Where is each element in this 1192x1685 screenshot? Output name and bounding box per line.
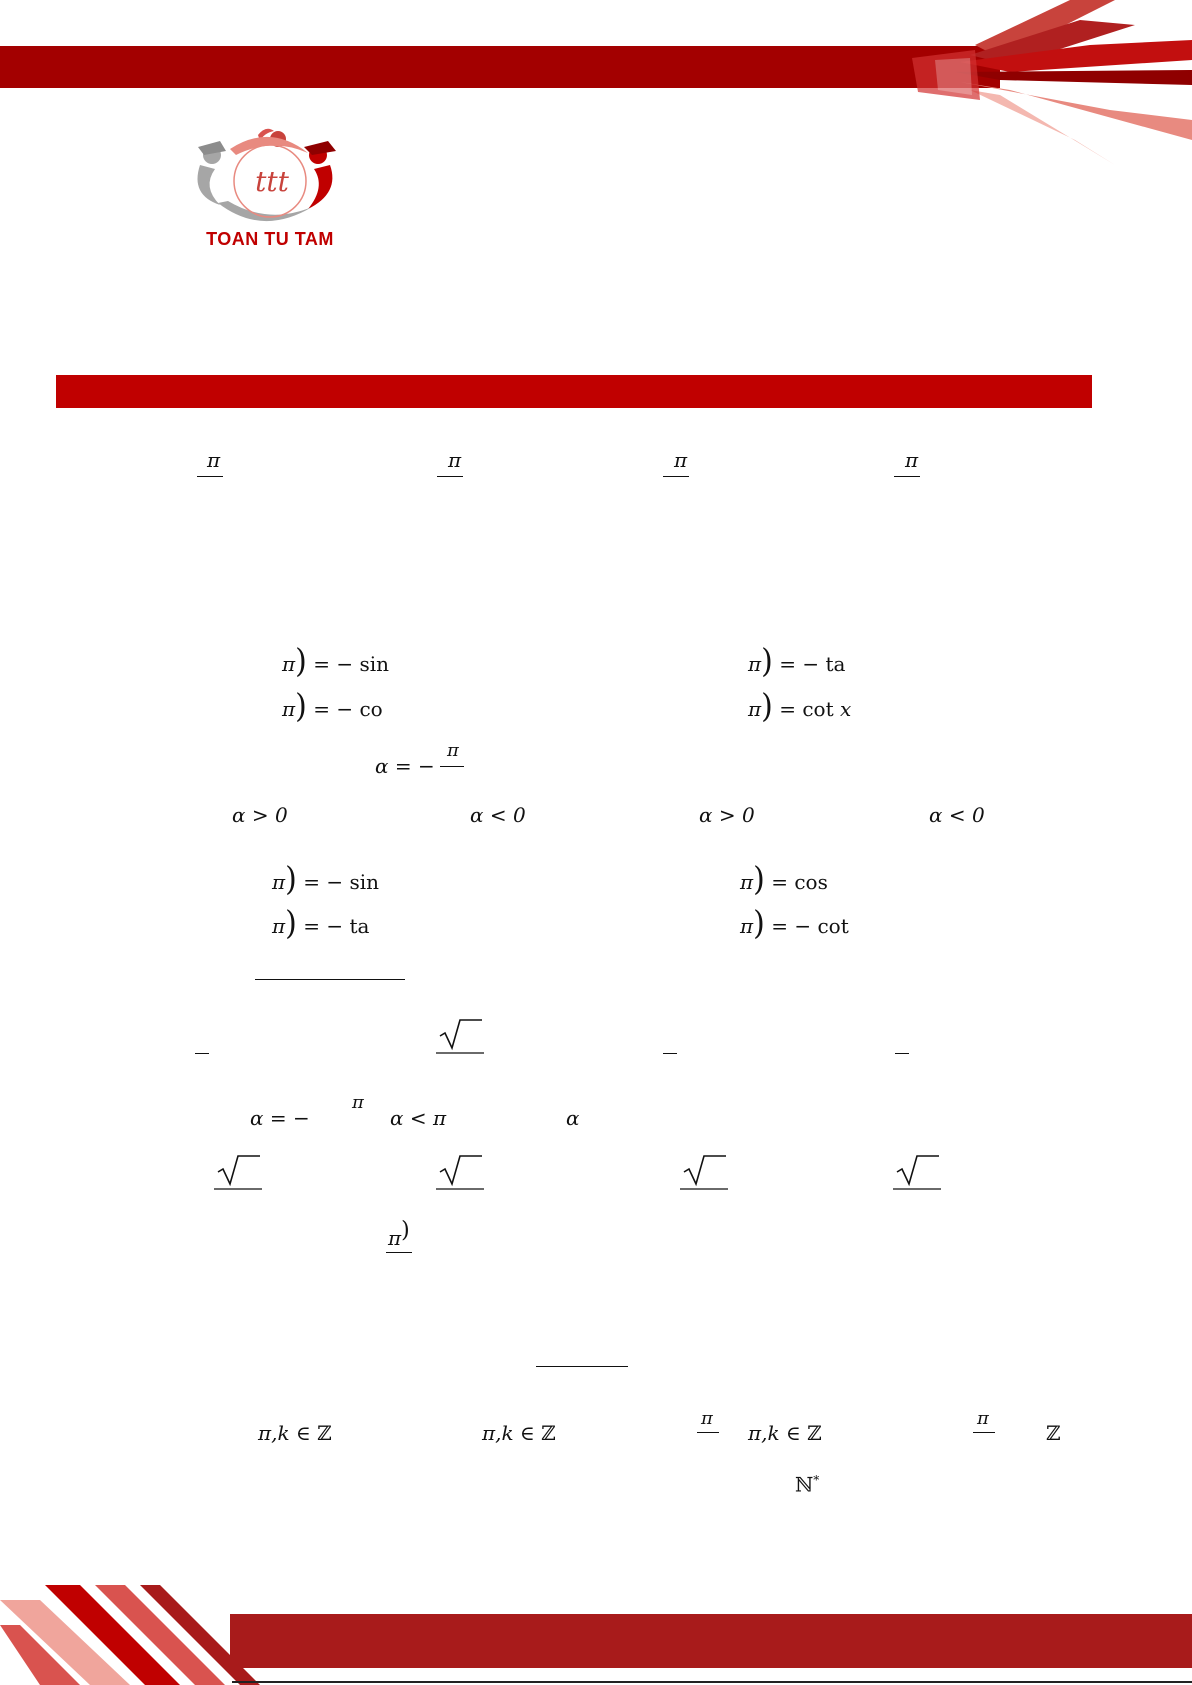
sqrt-icon: [436, 1152, 484, 1190]
option-d-fraction-bar: [894, 476, 920, 477]
sign-option-a: α > 0: [232, 803, 288, 827]
identity-row-1-left: π) = − sin: [282, 642, 390, 681]
alpha-definition-pi: π: [447, 740, 459, 761]
identity-row-3-left: π) = − sin: [272, 860, 380, 899]
naturals-set: ℕ*: [795, 1472, 820, 1497]
k-option-a: π,k ∈ ℤ: [258, 1421, 332, 1445]
k-option-d-fraction-bar: [973, 1432, 995, 1433]
sqrt-option-c: [680, 1152, 728, 1194]
answer-b-sqrt: [436, 1016, 484, 1058]
condition-alpha-eq: α = −: [250, 1106, 310, 1130]
identity-row-1-right: π) = − ta: [748, 642, 846, 681]
option-d-fraction-numerator: π: [905, 448, 919, 472]
option-b-fraction-numerator: π: [448, 448, 462, 472]
pi-fraction-bar: [386, 1252, 412, 1253]
k-option-b: π,k ∈ ℤ: [482, 1421, 556, 1445]
identity-row-3-right: π) = cos: [740, 860, 828, 899]
k-option-d-fraction: π: [977, 1408, 989, 1429]
condition-inequality: α < π: [390, 1106, 447, 1130]
sign-option-d: α < 0: [929, 803, 985, 827]
sqrt-option-b: [436, 1152, 484, 1194]
option-a-fraction-bar: [197, 476, 223, 477]
alpha-definition-fraction-bar: [440, 766, 464, 767]
sign-option-b: α < 0: [470, 803, 526, 827]
identity-row-2-right: π) = cot x: [748, 687, 852, 726]
identity-row-4-right: π) = − cot: [740, 904, 849, 943]
pi-fraction-paren: π): [388, 1218, 410, 1250]
option-c-fraction-bar: [663, 476, 689, 477]
k-option-c-fraction: π: [701, 1408, 713, 1429]
answer-d-fraction-bar: [895, 1053, 909, 1054]
answer-c-fraction-bar: [663, 1053, 677, 1054]
option-a-fraction-numerator: π: [207, 448, 221, 472]
footer-band: [230, 1614, 1192, 1668]
k-option-d-set: ℤ: [1046, 1421, 1061, 1445]
k-option-c: π,k ∈ ℤ: [748, 1421, 822, 1445]
option-b-fraction-bar: [437, 476, 463, 477]
logo-script-text: ttt: [255, 165, 289, 198]
sqrt-icon: [214, 1152, 262, 1190]
logo: [190, 125, 350, 253]
condition-alpha: α: [566, 1106, 580, 1130]
sign-option-c: α > 0: [699, 803, 755, 827]
k-option-c-fraction-bar: [697, 1432, 719, 1433]
section-banner: [56, 375, 1092, 408]
answer-a-fraction-bar: [195, 1053, 209, 1054]
sqrt-icon: [436, 1016, 484, 1054]
identity-row-4-left: π) = − ta: [272, 904, 370, 943]
header-band: [0, 46, 1000, 88]
sqrt-option-d: [893, 1152, 941, 1194]
underline-rule-1: [255, 979, 405, 980]
sqrt-option-a: [214, 1152, 262, 1194]
underline-rule-2: [536, 1366, 628, 1367]
alpha-definition: α = −: [375, 754, 435, 778]
identity-row-2-left: π) = − co: [282, 687, 383, 726]
header-rays-decoration: [900, 0, 1192, 165]
option-c-fraction-numerator: π: [674, 448, 688, 472]
pi-symbol: π: [388, 1226, 402, 1250]
footer-line: [232, 1681, 1192, 1683]
logo-name: TOAN TU TAM: [206, 229, 334, 249]
sqrt-icon: [893, 1152, 941, 1190]
condition-pi: π: [352, 1092, 364, 1113]
sqrt-icon: [680, 1152, 728, 1190]
